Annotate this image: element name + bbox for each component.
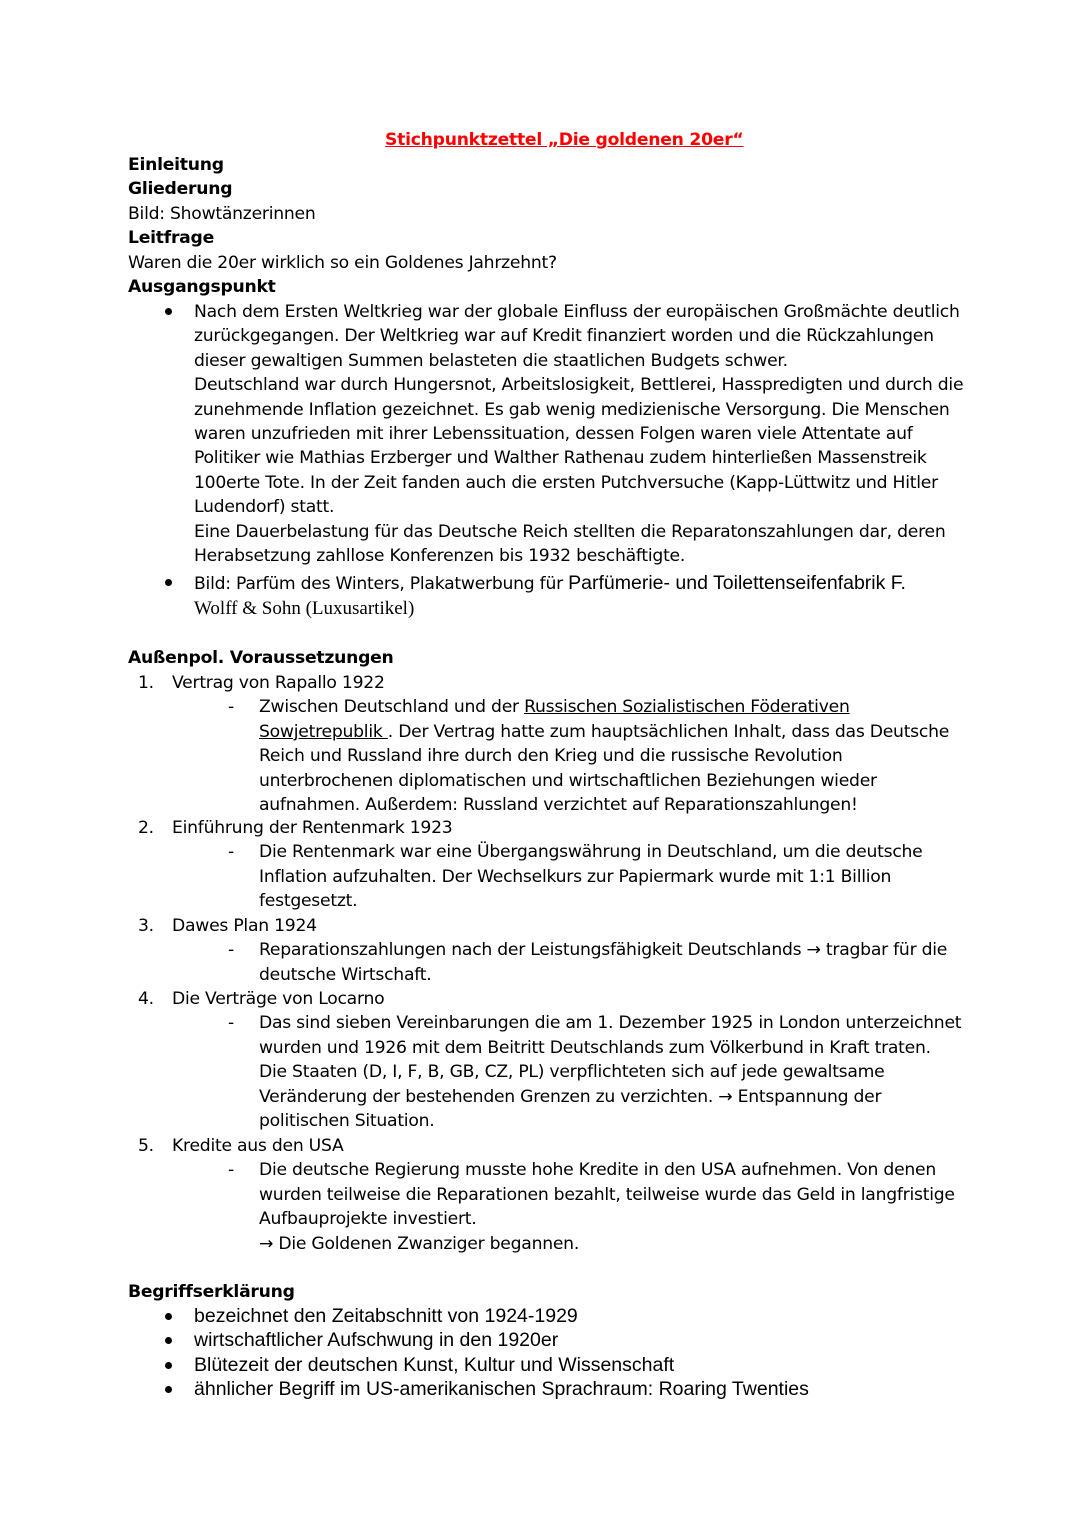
ausgangspunkt-line: dieser gewaltigen Summen belasteten die staatlichen Budgets schwer. [194, 350, 788, 371]
bullet-icon [165, 1362, 172, 1369]
list-item-line: politischen Situation. [259, 1111, 435, 1131]
bild-parfuem-line2: Wolff & Sohn (Luxusartikel) [194, 598, 415, 619]
bullet-icon [165, 308, 172, 315]
begriff-item: ähnlicher Begriff im US-amerikanischen Sprachraum: Roaring Twenties [194, 1378, 809, 1401]
bullet-icon [165, 579, 172, 586]
list-item-line: festgesetzt. [259, 891, 358, 912]
list-number: 4. [138, 989, 154, 1009]
list-item-line: Die deutsche Regierung musste hohe Kredite in den USA aufnehmen. Von denen [259, 1160, 937, 1181]
ausgangspunkt-line: Deutschland war durch Hungersnot, Arbeitslosigkeit, Bettlerei, Hasspredigten und durch die [194, 375, 964, 396]
begriff-item: wirtschaftlicher Aufschwung in den 1920er [194, 1329, 559, 1352]
list-item-line [259, 720, 949, 744]
dash-icon: - [228, 1013, 234, 1034]
text-span: Zwischen Deutschland und der [259, 697, 525, 718]
heading-einleitung: Einleitung [128, 155, 224, 175]
list-item-line: wurden teilweise die Reparationen bezahlt, teilweise wurde das Geld in langfristige [259, 1184, 955, 1205]
list-item-line: Veränderung der bestehenden Grenzen zu verzichten. → Entspannung der [259, 1086, 882, 1107]
ausgangspunkt-line: Eine Dauerbelastung für das Deutsche Reich stellten die Reparatonszahlungen dar, deren [194, 521, 946, 542]
heading-leitfrage: Leitfrage [128, 228, 214, 248]
bild-parfuem [194, 571, 906, 596]
ausgangspunkt-line: zurückgegangen. Der Weltkrieg war auf Kredit finanziert worden und die Rückzahlungen [194, 326, 934, 347]
hyperlink-sowjetrepublik[interactable]: Sowjetrepublik [259, 721, 388, 742]
list-item-label: Kredite aus den USA [172, 1136, 344, 1156]
heading-gliederung: Gliederung [128, 179, 233, 199]
begriff-item: Blütezeit der deutschen Kunst, Kultur und Wissenschaft [194, 1353, 675, 1376]
dash-icon: - [228, 940, 234, 961]
list-number: 5. [138, 1136, 154, 1156]
heading-aussenpol: Außenpol. Voraussetzungen [128, 648, 394, 668]
list-number: 3. [138, 916, 154, 936]
list-number: 1. [138, 673, 154, 693]
list-item-line: Die Staaten (D, I, F, B, GB, CZ, PL) verpflichteten sich auf jede gewaltsame [259, 1062, 885, 1083]
hyperlink-rsfsr[interactable]: Russischen Sozialistischen Föderativen [524, 697, 850, 718]
list-item-line: wurden und 1926 mit dem Beitritt Deutschlands zum Völkerbund in Kraft traten. [259, 1037, 931, 1058]
bild-parfuem-part2: Parfümerie- und Toilettenseifenfabrik F. [568, 572, 906, 594]
list-item-line: → Die Goldenen Zwanziger begannen. [259, 1233, 580, 1254]
list-item-label: Dawes Plan 1924 [172, 916, 317, 936]
list-item-line: Reich und Russland ihre durch den Krieg und die russische Revolution [259, 746, 843, 767]
dash-icon: - [228, 842, 234, 863]
list-item-line [259, 695, 850, 719]
leitfrage-text: Waren die 20er wirklich so ein Goldenes Jahrzehnt? [128, 253, 557, 273]
list-item-label: Einführung der Rentenmark 1923 [172, 818, 453, 838]
list-item-line: deutsche Wirtschaft. [259, 964, 432, 985]
list-item-line: Aufbauprojekte investiert. [259, 1209, 477, 1230]
list-item-line: aufnahmen. Außerdem: Russland verzichtet auf Reparationszahlungen! [259, 795, 858, 815]
ausgangspunkt-line: 100erte Tote. In der Zeit fanden auch die ersten Putchversuche (Kapp-Lüttwitz und Hitler [194, 472, 938, 493]
dash-icon: - [228, 697, 234, 718]
list-item-label: Die Verträge von Locarno [172, 989, 385, 1009]
bild-showtaenzerinnen: Bild: Showtänzerinnen [128, 204, 316, 224]
list-item-line: unterbrochenen diplomatischen und wirtschaftlichen Beziehungen wieder [259, 770, 877, 791]
bullet-icon [165, 1386, 172, 1393]
ausgangspunkt-line: Herabsetzung zahllose Konferenzen bis 1932 beschäftigte. [194, 546, 686, 566]
heading-begriff: Begriffserklärung [128, 1282, 295, 1302]
dash-icon: - [228, 1160, 234, 1181]
bullet-icon [165, 1313, 172, 1320]
list-item-line: Reparationszahlungen nach der Leistungsfähigkeit Deutschlands → tragbar für die [259, 940, 948, 961]
list-item-line: Die Rentenmark war eine Übergangswährung in Deutschland, um die deutsche [259, 842, 923, 863]
list-item-line: Das sind sieben Vereinbarungen die am 1. Dezember 1925 in London unterzeichnet [259, 1013, 962, 1034]
bullet-icon [165, 1337, 172, 1344]
ausgangspunkt-line: Ludendorf) statt. [194, 497, 335, 518]
page-title: Stichpunktzettel „Die goldenen 20er“ [385, 130, 744, 150]
list-item-label: Vertrag von Rapallo 1922 [172, 673, 385, 693]
list-item-line: Inflation aufzuhalten. Der Wechselkurs zur Papiermark wurde mit 1:1 Billion [259, 866, 892, 887]
ausgangspunkt-line: Nach dem Ersten Weltkrieg war der globale Einfluss der europäischen Großmächte deutlich [194, 302, 960, 322]
heading-ausgangspunkt: Ausgangspunkt [128, 277, 276, 297]
bild-parfuem-part1: Bild: Parfüm des Winters, Plakatwerbung für [194, 574, 569, 594]
list-number: 2. [138, 818, 154, 838]
ausgangspunkt-line: waren unzufrieden mit ihrer Lebenssituation, dessen Folgen waren viele Attentate auf [194, 424, 913, 444]
begriff-item: bezeichnet den Zeitabschnitt von 1924-1929 [194, 1305, 578, 1327]
text-span: . Der Vertrag hatte zum hauptsächlichen Inhalt, dass das Deutsche [387, 721, 950, 742]
ausgangspunkt-line: zunehmende Inflation gezeichnet. Es gab wenig medizienische Versorgung. Die Menschen [194, 399, 950, 420]
ausgangspunkt-line: Politiker wie Mathias Erzberger und Walther Rathenau zudem hinterließen Massenstreik [194, 448, 927, 469]
